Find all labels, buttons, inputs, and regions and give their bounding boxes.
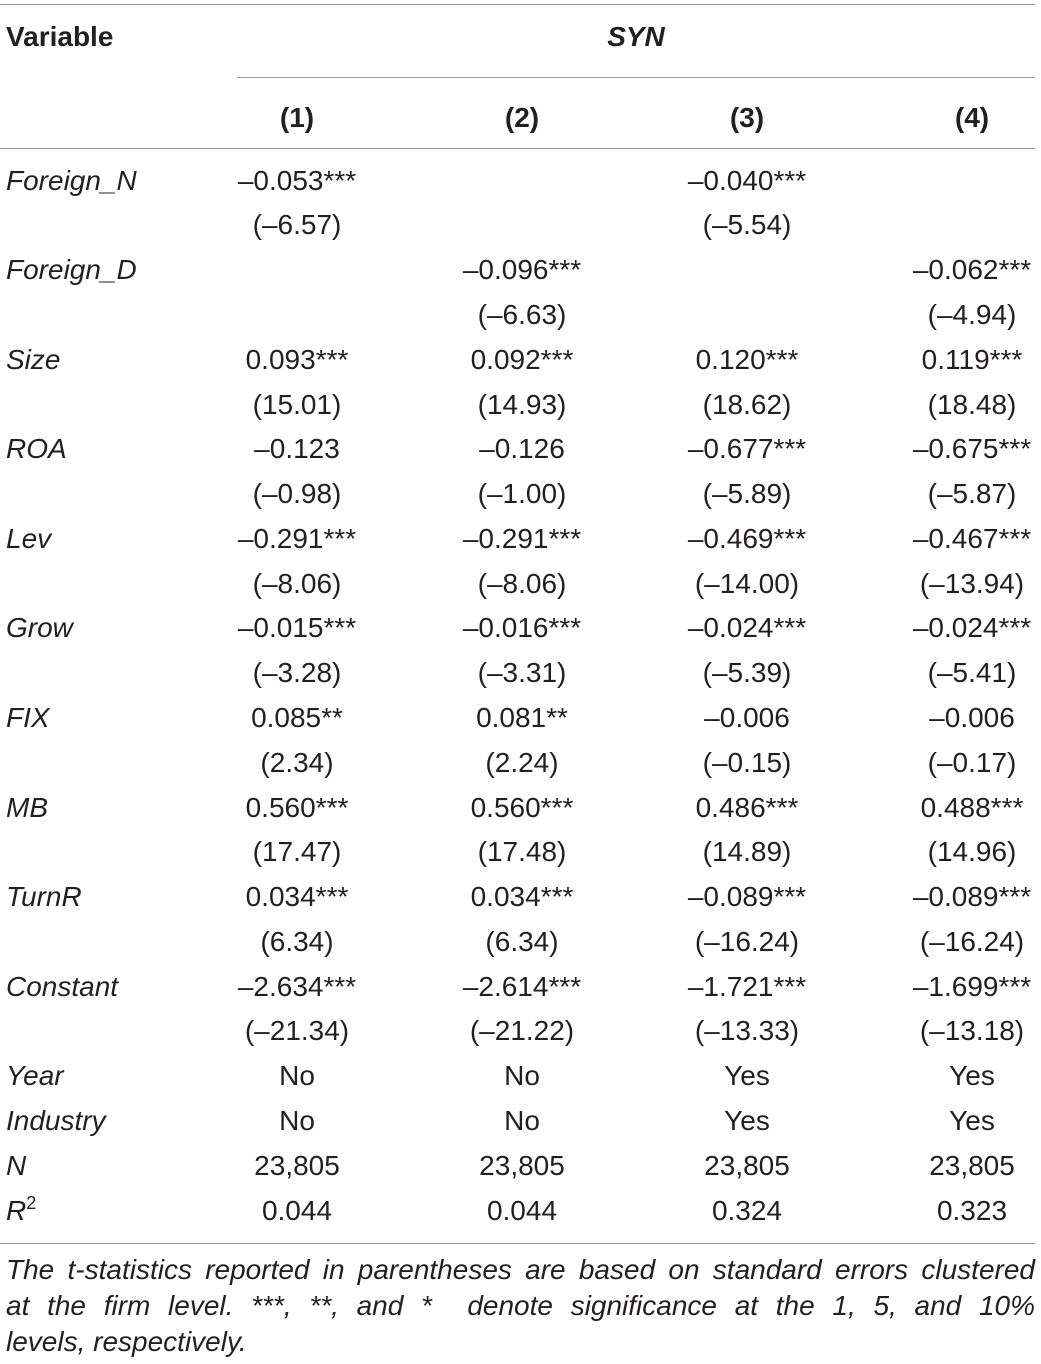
- tstat-cell: (–0.15): [702, 746, 792, 778]
- tstat-cell: (–4.94): [927, 298, 1017, 330]
- summary-cell: Yes: [949, 1060, 995, 1092]
- tstat-cell: (15.01): [252, 388, 342, 420]
- variable-name: Grow: [6, 612, 73, 644]
- coef-cell: –0.040***: [687, 164, 807, 196]
- tstat-cell: (14.93): [477, 388, 567, 420]
- coef-cell: –0.015***: [237, 612, 357, 644]
- tstat-cell: (–6.57): [252, 209, 342, 241]
- summary-row-year: [0, 1054, 1041, 1099]
- table-row: [0, 965, 1041, 1010]
- tstat-cell: (–14.00): [694, 567, 800, 599]
- summary-cell: 23,805: [704, 1149, 790, 1181]
- coef-cell: –0.123: [254, 433, 340, 465]
- tstat-cell: (–0.98): [252, 478, 342, 510]
- coef-cell: 0.560***: [245, 791, 349, 823]
- coef-cell: 0.085**: [251, 702, 343, 733]
- tstat-cell: (6.34): [485, 925, 559, 957]
- summary-cell: Yes: [724, 1105, 770, 1136]
- table-row-tstat: [0, 830, 1041, 875]
- column-header-1: (1): [279, 102, 315, 133]
- variable-name: Constant: [6, 970, 119, 1002]
- tstat-cell: (–0.17): [927, 746, 1017, 778]
- table-bottom-rule: [0, 1243, 1035, 1244]
- tstat-cell: (17.48): [477, 836, 567, 868]
- summary-cell: No: [279, 1060, 315, 1092]
- variable-name: Foreign_D: [6, 254, 137, 286]
- table-row: [0, 696, 1041, 741]
- coef-cell: –0.469***: [687, 522, 807, 554]
- r-squared-base: R: [6, 1194, 27, 1226]
- table-row-tstat: [0, 1009, 1041, 1054]
- summary-cell: No: [504, 1060, 540, 1092]
- table-row: [0, 875, 1041, 920]
- tstat-cell: (14.89): [702, 836, 792, 868]
- summary-cell: Yes: [724, 1060, 770, 1092]
- summary-cell: 23,805: [254, 1149, 340, 1181]
- summary-cell: 0.044: [486, 1194, 558, 1226]
- table-row: [0, 159, 1041, 204]
- tstat-cell: (–13.33): [694, 1015, 800, 1047]
- variable-name: Industry: [6, 1105, 106, 1136]
- coef-cell: 0.120***: [695, 343, 799, 375]
- table-note-line-2: at the firm level. ***, **, and * denote significance at the 1, 5, and 10%: [6, 1290, 1035, 1321]
- variable-header: Variable: [6, 21, 114, 52]
- coef-cell: –2.634***: [237, 970, 357, 1002]
- header-row-2: [0, 96, 1041, 140]
- variable-name: Foreign_N: [6, 164, 137, 196]
- header-bottom-rule: [0, 148, 1035, 149]
- tstat-cell: (–3.28): [252, 657, 342, 689]
- tstat-cell: (–16.24): [694, 925, 800, 957]
- group-header-rule: [237, 77, 1035, 78]
- tstat-cell: (–6.63): [477, 298, 567, 330]
- table-row-tstat: [0, 383, 1041, 428]
- tstat-cell: (14.96): [927, 836, 1017, 868]
- coef-cell: 0.092***: [470, 343, 574, 375]
- coef-cell: –0.053***: [237, 164, 357, 196]
- variable-name: Size: [6, 343, 61, 375]
- coef-cell: 0.119***: [921, 343, 1023, 375]
- tstat-cell: (–5.39): [702, 657, 792, 689]
- table-row-tstat: [0, 920, 1041, 965]
- variable-name: MB: [6, 791, 48, 823]
- tstat-cell: (–16.24): [919, 925, 1025, 957]
- variable-name: FIX: [6, 702, 50, 733]
- table-row: [0, 338, 1041, 383]
- table-row: [0, 248, 1041, 293]
- coef-cell: –0.016***: [462, 612, 582, 644]
- coef-cell: 0.486***: [695, 791, 799, 823]
- table-row-tstat: [0, 472, 1041, 517]
- summary-cell: 0.324: [711, 1194, 783, 1226]
- coef-cell: –0.024***: [687, 612, 807, 644]
- header-row-1: [0, 15, 1041, 59]
- table-row-tstat: [0, 293, 1041, 338]
- tstat-cell: (6.34): [260, 925, 334, 957]
- coef-cell: –0.024***: [912, 612, 1032, 644]
- coef-cell: –0.089***: [912, 881, 1032, 913]
- column-header-3: (3): [729, 102, 765, 133]
- coef-cell: 0.488***: [920, 791, 1024, 823]
- coef-cell: –0.291***: [237, 522, 357, 554]
- table-row: [0, 606, 1041, 651]
- summary-row-n: [0, 1144, 1041, 1189]
- coef-cell: –0.126: [479, 433, 565, 465]
- coef-cell: –1.699***: [912, 970, 1032, 1002]
- coef-cell: 0.093***: [245, 343, 349, 375]
- coef-cell: –0.089***: [687, 881, 807, 913]
- table-top-rule: [0, 4, 1035, 5]
- table-row-tstat: [0, 651, 1041, 696]
- summary-cell: 0.323: [936, 1194, 1008, 1226]
- coef-cell: –0.467***: [912, 522, 1032, 554]
- tstat-cell: (–5.89): [702, 478, 792, 510]
- tstat-cell: (17.47): [252, 836, 342, 868]
- variable-name: N: [6, 1149, 27, 1181]
- coef-cell: –0.096***: [462, 254, 582, 286]
- tstat-cell: (18.48): [927, 388, 1017, 420]
- tstat-cell: (2.34): [260, 746, 334, 778]
- tstat-cell: (–3.31): [477, 657, 567, 689]
- column-header-2: (2): [504, 102, 540, 133]
- tstat-cell: (18.62): [702, 388, 792, 420]
- tstat-cell: (–13.18): [919, 1015, 1025, 1047]
- group-header-syn: SYN: [607, 21, 665, 52]
- summary-row-r-squared: [0, 1189, 1041, 1234]
- tstat-cell: (–21.34): [244, 1015, 350, 1047]
- tstat-cell: (–5.87): [927, 478, 1017, 510]
- variable-name: [6, 1189, 36, 1234]
- coef-cell: –0.006: [929, 702, 1015, 733]
- coef-cell: 0.034***: [245, 881, 349, 913]
- coef-cell: –2.614***: [462, 970, 582, 1002]
- tstat-cell: (–8.06): [477, 567, 567, 599]
- table-row-tstat: [0, 203, 1041, 248]
- coef-cell: –0.675***: [912, 433, 1032, 465]
- variable-name: TurnR: [6, 881, 82, 913]
- variable-name: Year: [6, 1060, 64, 1092]
- coef-cell: –0.062***: [912, 254, 1032, 286]
- summary-cell: Yes: [949, 1105, 995, 1136]
- coef-cell: –0.677***: [687, 433, 807, 465]
- tstat-cell: (–13.94): [919, 567, 1025, 599]
- tstat-cell: (–5.41): [927, 657, 1017, 689]
- tstat-cell: (2.24): [485, 746, 559, 778]
- coef-cell: –0.006: [704, 702, 790, 733]
- column-header-4: (4): [954, 102, 990, 133]
- r-squared-superscript: 2: [26, 1192, 37, 1213]
- table-row: [0, 427, 1041, 472]
- summary-cell: No: [504, 1105, 540, 1136]
- coef-cell: –1.721***: [687, 970, 807, 1002]
- summary-cell: 0.044: [261, 1194, 333, 1226]
- tstat-cell: (–1.00): [477, 478, 567, 510]
- tstat-cell: (–21.22): [469, 1015, 575, 1047]
- table-note-line-1: The t-statistics reported in parentheses are based on standard errors clustered: [6, 1254, 1035, 1285]
- table-row: [0, 517, 1041, 562]
- summary-cell: No: [279, 1105, 315, 1136]
- coef-cell: 0.081**: [476, 702, 568, 733]
- coef-cell: –0.291***: [462, 522, 582, 554]
- variable-name: ROA: [6, 433, 67, 465]
- summary-cell: 23,805: [929, 1149, 1015, 1181]
- table-row-tstat: [0, 562, 1041, 607]
- summary-row-industry: [0, 1099, 1041, 1144]
- tstat-cell: (–5.54): [702, 209, 792, 241]
- table-note-line-3: levels, respectively.: [6, 1326, 247, 1357]
- variable-name: Lev: [6, 522, 52, 554]
- summary-cell: 23,805: [479, 1149, 565, 1181]
- coef-cell: 0.034***: [470, 881, 574, 913]
- table-row-tstat: [0, 741, 1041, 786]
- coef-cell: 0.560***: [470, 791, 574, 823]
- tstat-cell: (–8.06): [252, 567, 342, 599]
- table-row: [0, 786, 1041, 831]
